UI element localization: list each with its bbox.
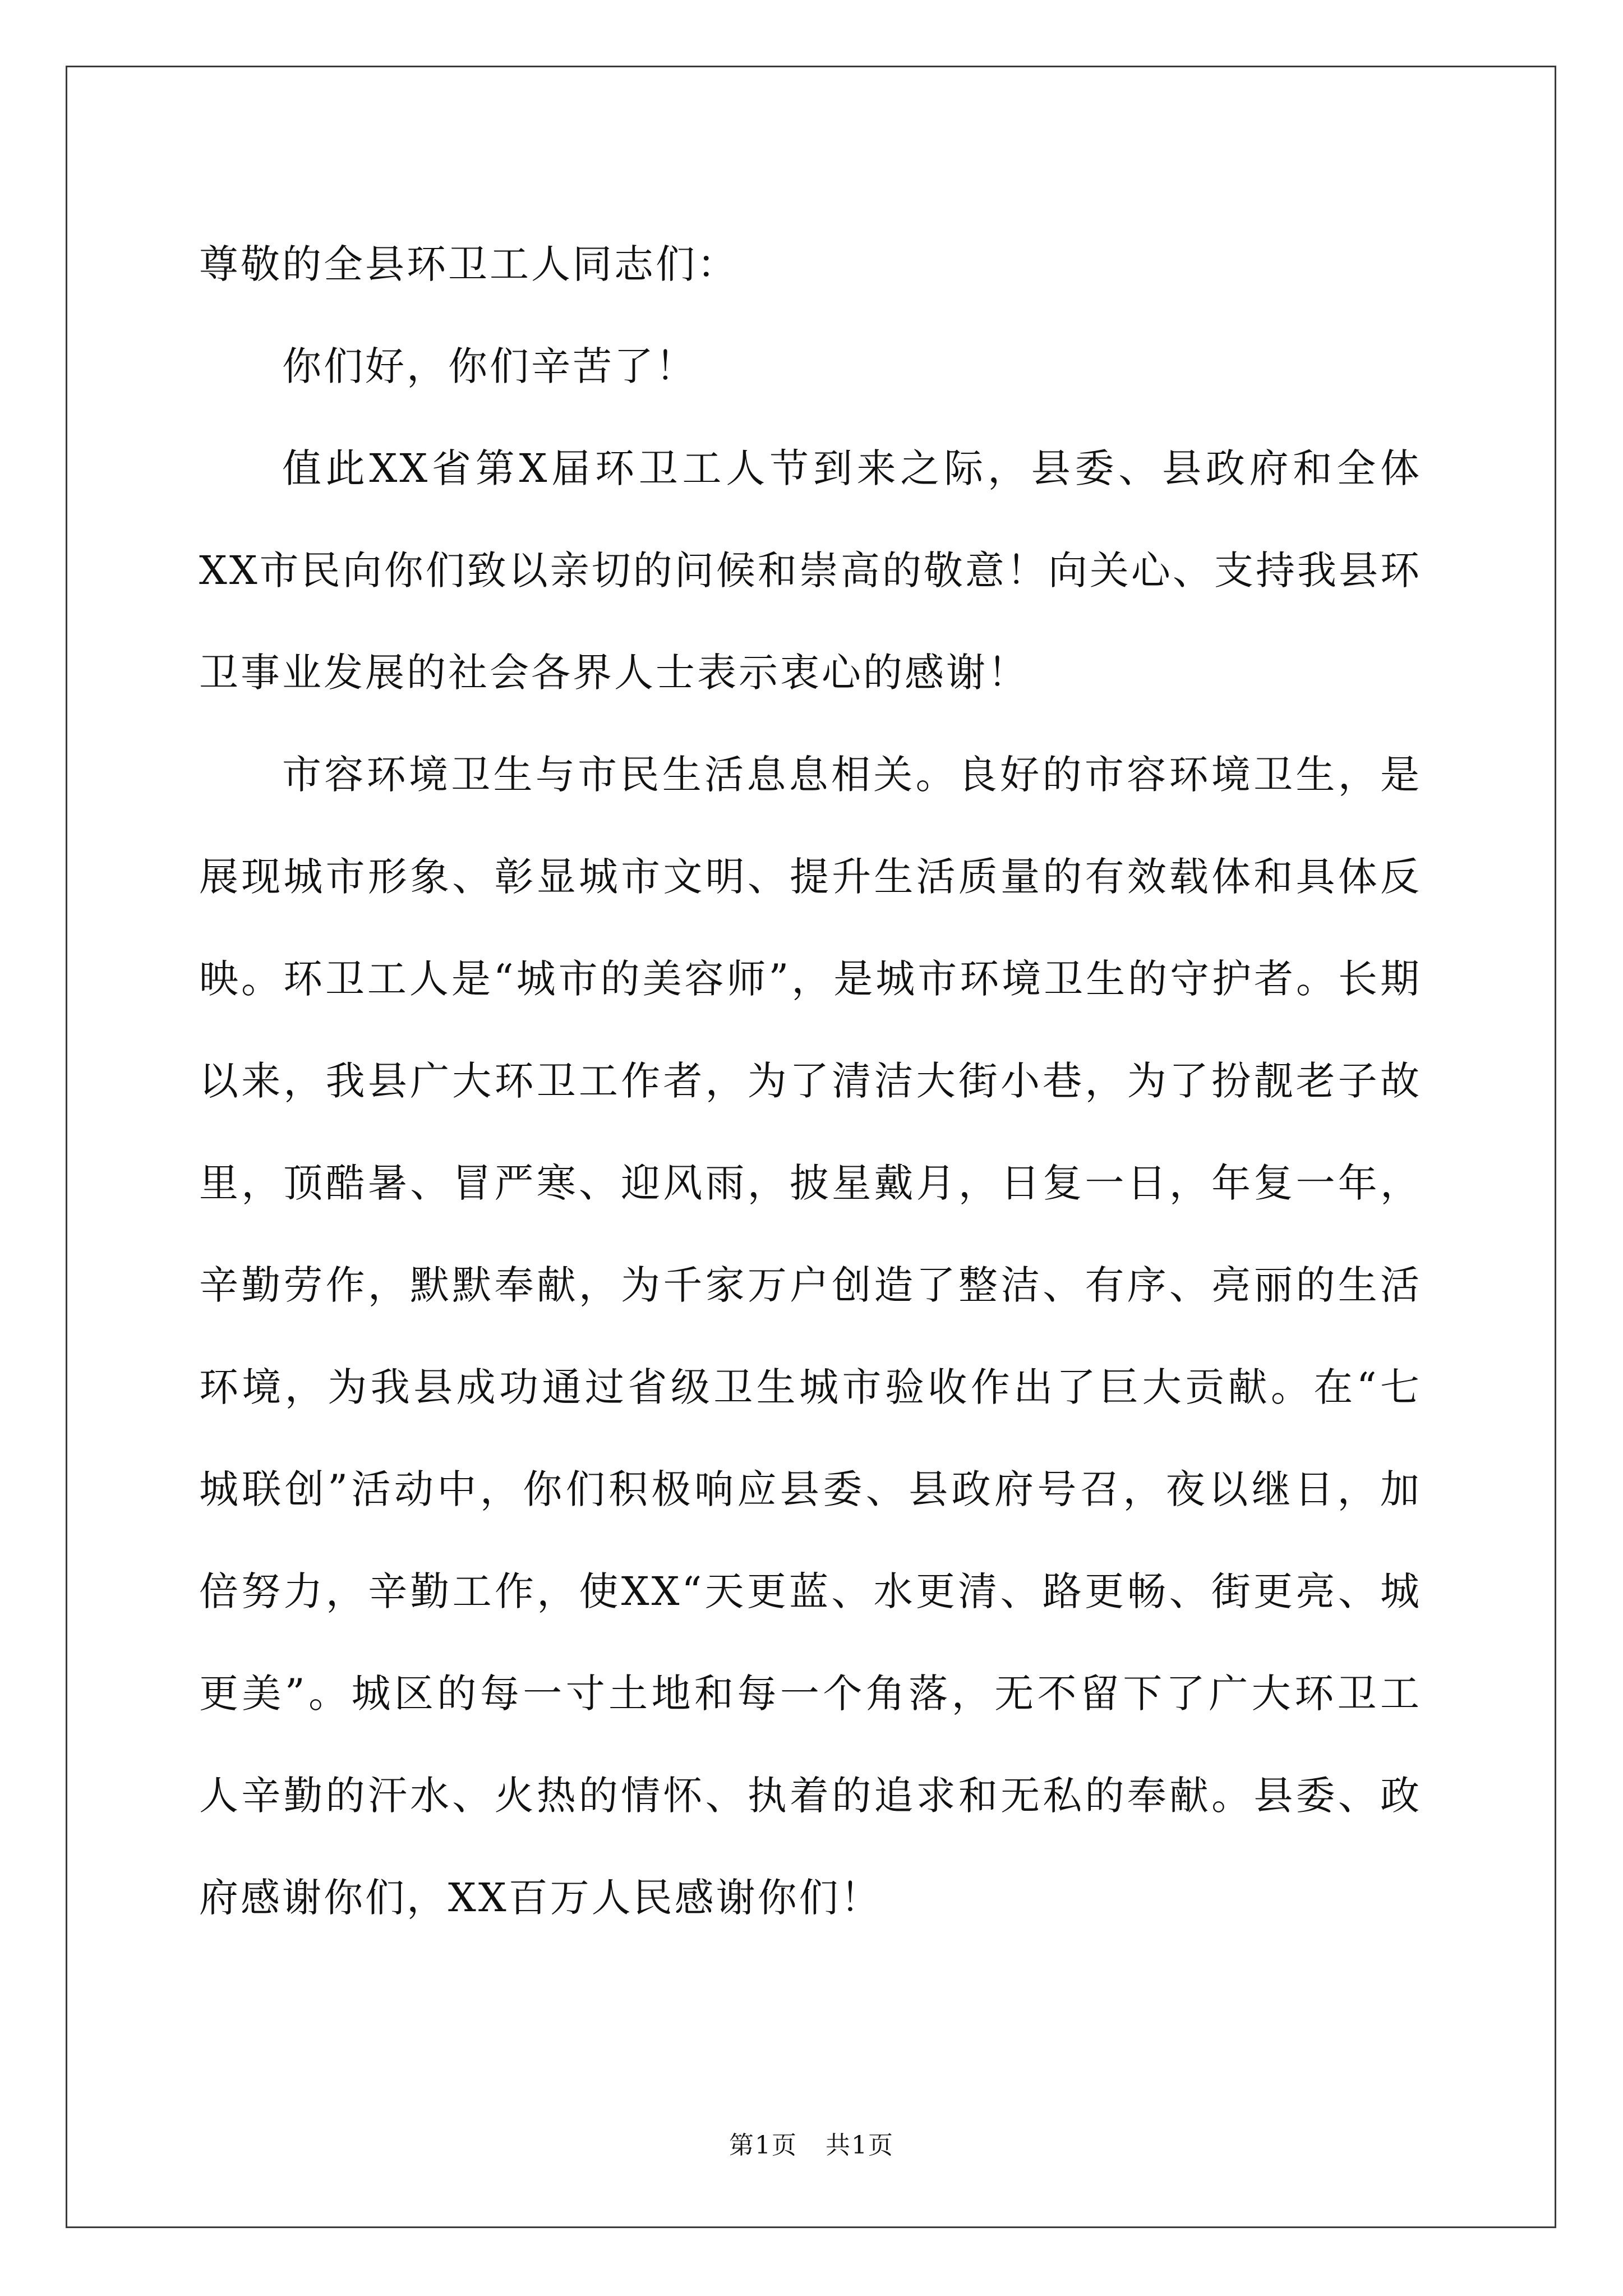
paragraph-main: 市容环境卫生与市民生活息息相关。良好的市容环境卫生，是展现城市形象、彰显城市文明、提升生活质量的有效载体和具体反映。环卫工人是“城市的美容师”，是城市环境卫生的守护者。长期以来，我县广大环卫工作者，为了清洁大街小巷，为了扮靓老子故里，顶酷暑、冒严寒、迎风雨，披星戴月，日复一日，年复一年，辛勤劳作，默默奉献，为千家万户创造了整洁、有序、亮丽的生活环境，为我县成功通过省级卫生城市验收作出了巨大贡献。在“七城联创”活动中，你们积极响应县委、县政府号召，夜以继日，加倍努力，辛勤工作，使XX“天更蓝、水更清、路更畅、街更亮、城更美”。城区的每一寸土地和每一个角落，无不留下了广大环卫工人辛勤的汗水、火热的情怀、执着的追求和无私的奉献。县委、政府感谢你们，XX百万人民感谢你们！: [199, 752, 1422, 1921]
paragraph-greeting: 你们好，你们辛苦了！: [282, 343, 697, 389]
page-footer: [0, 2125, 1623, 2161]
salutation: 尊敬的全县环卫工人同志们：: [199, 241, 739, 287]
letter-body: [199, 213, 1422, 1949]
page-number-current: 第1页: [729, 2131, 797, 2160]
page-number-total: 共1页: [826, 2131, 894, 2160]
paragraph-festival-thanks: 值此XX省第X届环卫工人节到来之际，县委、县政府和全体XX市民向你们致以亲切的问候和崇高的敬意！向关心、支持我县环卫事业发展的社会各界人士表示衷心的感谢！: [199, 445, 1422, 696]
